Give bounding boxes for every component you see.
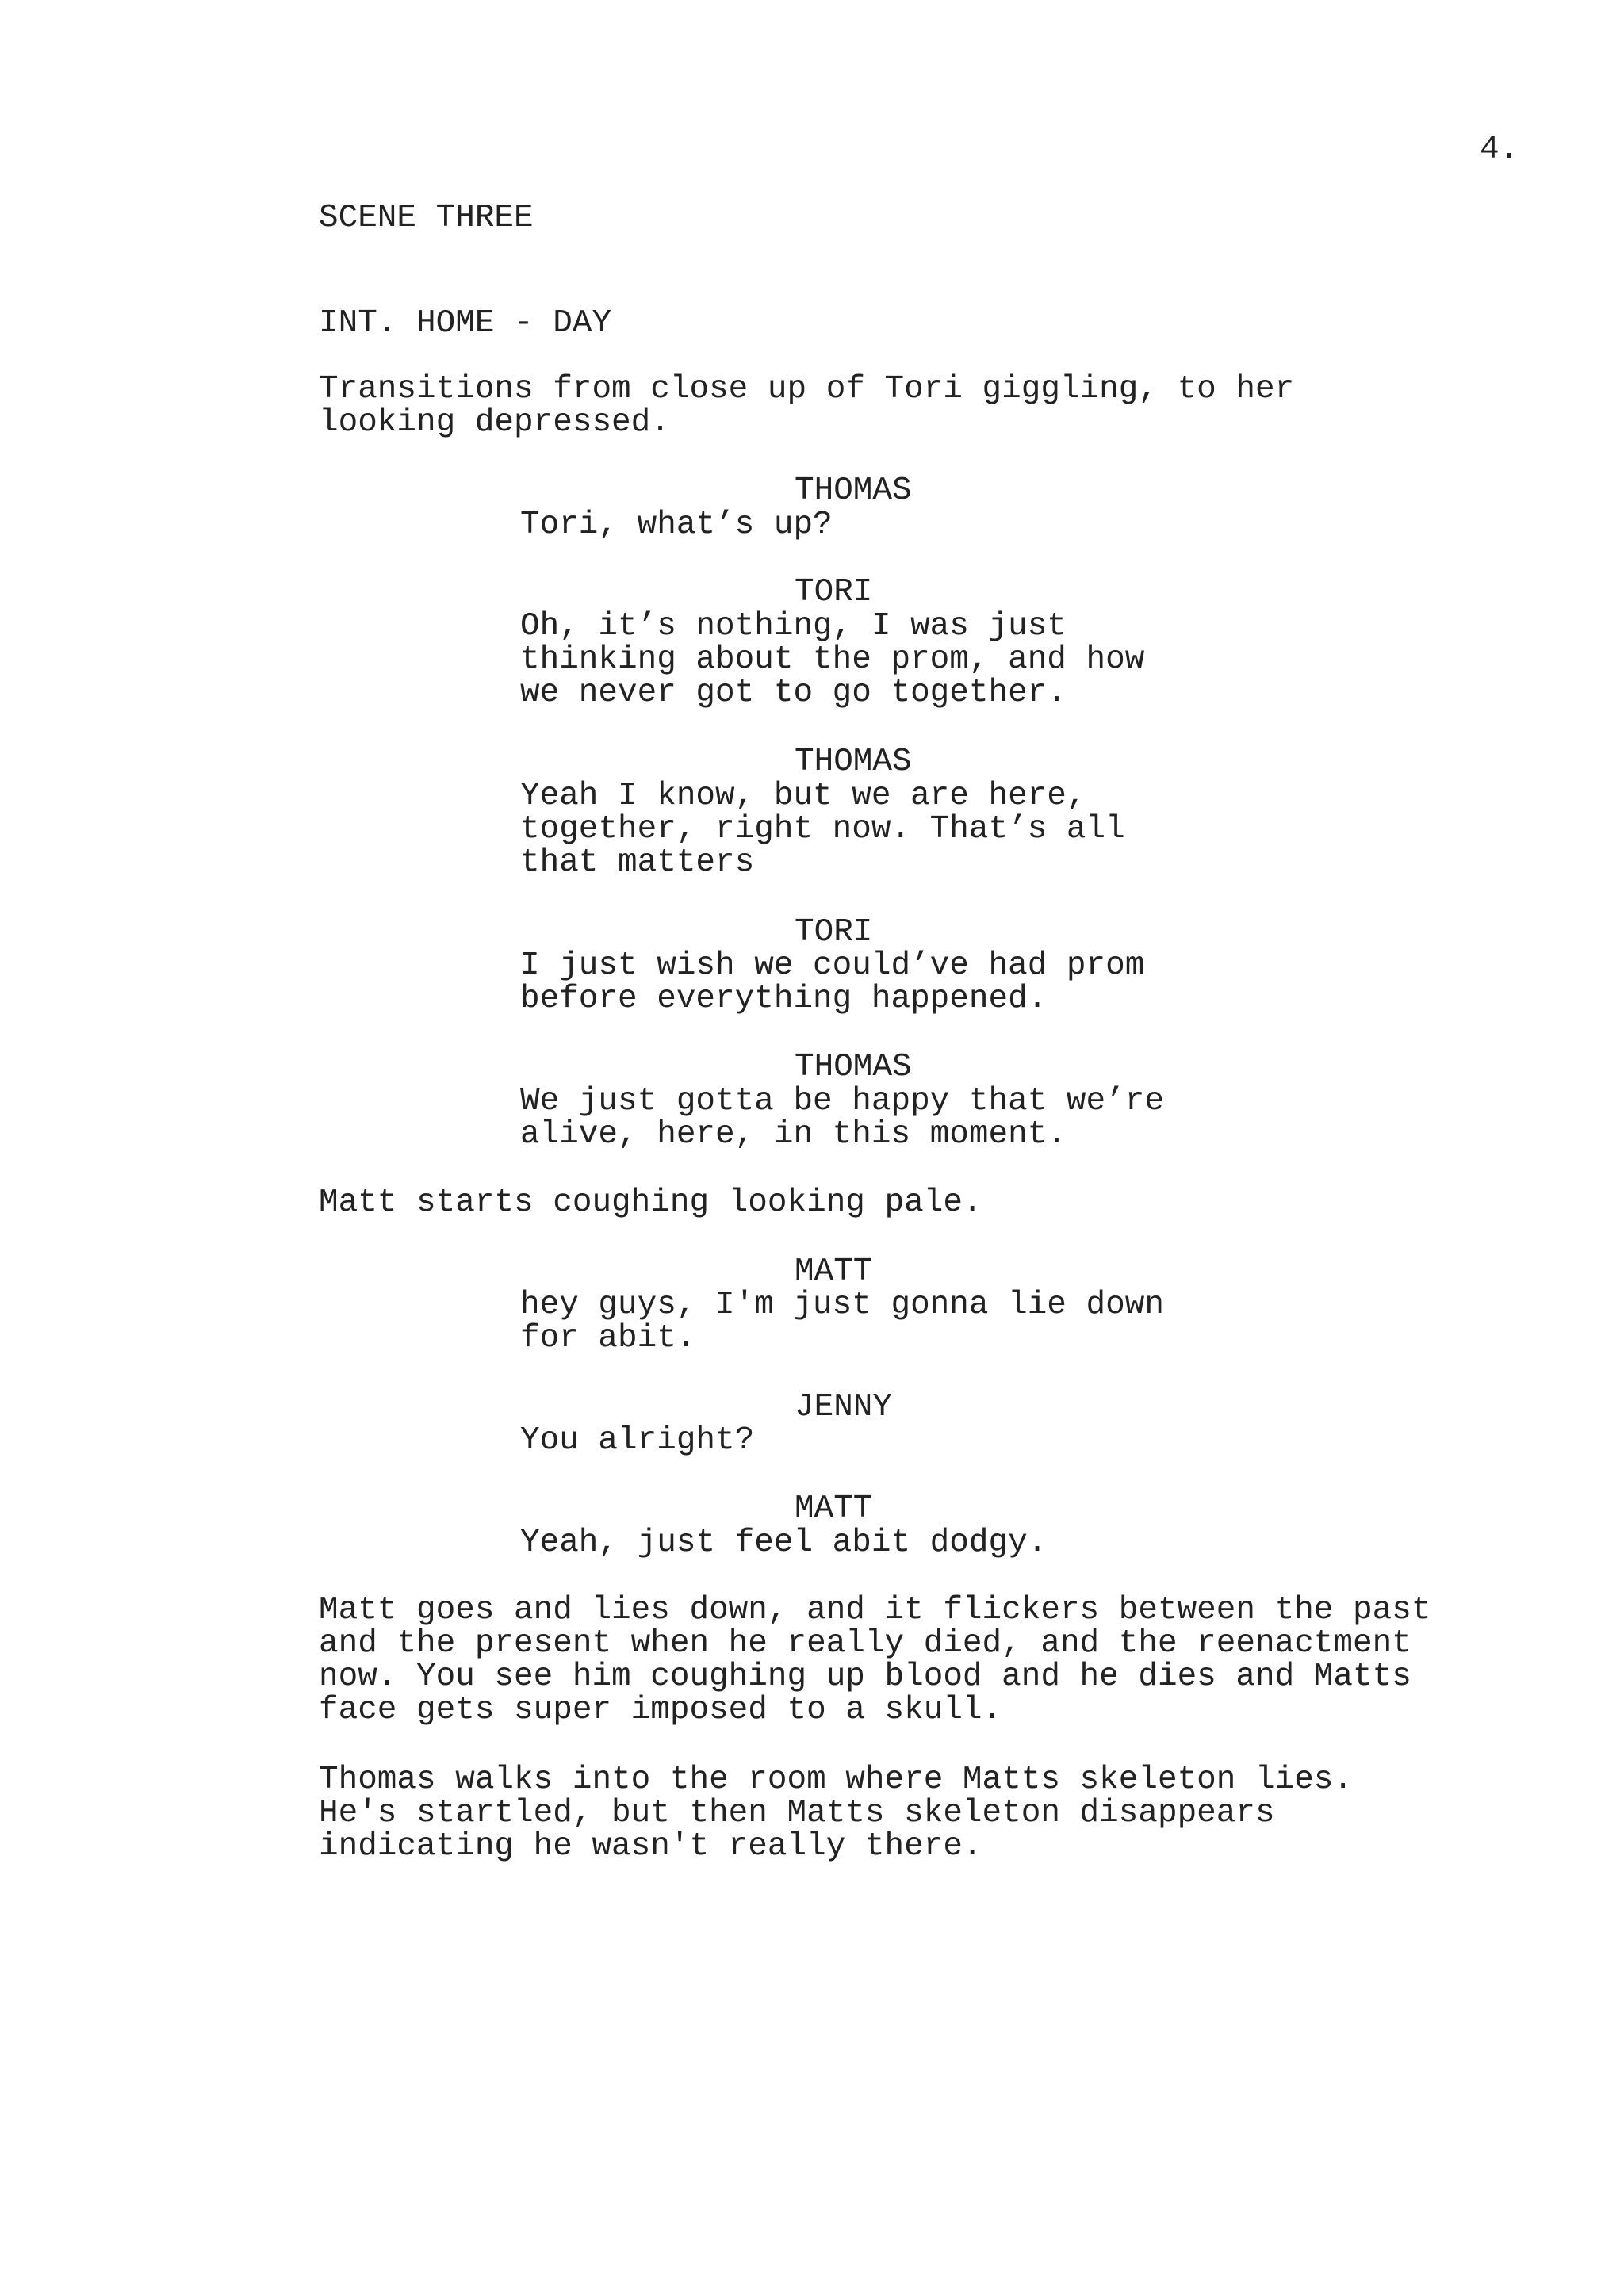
character-name: MATT bbox=[795, 1490, 873, 1527]
action-line: now. You see him coughing up blood and he dies and Matts bbox=[319, 1659, 1411, 1695]
dialogue-line: thinking about the prom, and how bbox=[520, 641, 1145, 678]
dialogue-line: we never got to go together. bbox=[520, 675, 1067, 711]
dialogue-line: I just wish we could’ve had prom bbox=[520, 947, 1145, 984]
action-line: and the present when he really died, and the reenactment bbox=[319, 1625, 1411, 1662]
dialogue-line: alive, here, in this moment. bbox=[520, 1116, 1067, 1153]
dialogue-line: that matters bbox=[520, 844, 755, 881]
scene-title: SCENE THREE bbox=[319, 200, 534, 236]
dialogue-line: You alright? bbox=[520, 1422, 755, 1459]
action-line: He's startled, but then Matts skeleton disappears bbox=[319, 1795, 1275, 1831]
page-number: 4. bbox=[1480, 132, 1519, 168]
scene-heading: INT. HOME - DAY bbox=[319, 305, 612, 342]
dialogue-line: Yeah I know, but we are here, bbox=[520, 778, 1086, 814]
dialogue-line: Tori, what’s up? bbox=[520, 507, 833, 543]
action-line: face gets super imposed to a skull. bbox=[319, 1692, 1002, 1728]
character-name: MATT bbox=[795, 1253, 873, 1290]
character-name: THOMAS bbox=[795, 473, 912, 509]
dialogue-line: Oh, it’s nothing, I was just bbox=[520, 608, 1067, 645]
action-line: Matt goes and lies down, and it flickers between the past bbox=[319, 1592, 1431, 1628]
action-line: Matt starts coughing looking pale. bbox=[319, 1184, 982, 1221]
dialogue-line: together, right now. That’s all bbox=[520, 811, 1125, 848]
dialogue-line: for abit. bbox=[520, 1320, 696, 1357]
dialogue-line: Yeah, just feel abit dodgy. bbox=[520, 1525, 1048, 1561]
dialogue-line: before everything happened. bbox=[520, 981, 1048, 1017]
character-name: TORI bbox=[795, 914, 873, 951]
action-line: Thomas walks into the room where Matts skeleton lies. bbox=[319, 1762, 1354, 1798]
dialogue-line: hey guys, I'm just gonna lie down bbox=[520, 1287, 1164, 1323]
action-line: indicating he wasn't really there. bbox=[319, 1828, 982, 1865]
character-name: JENNY bbox=[795, 1389, 893, 1425]
character-name: THOMAS bbox=[795, 744, 912, 780]
character-name: THOMAS bbox=[795, 1049, 912, 1085]
character-name: TORI bbox=[795, 574, 873, 610]
dialogue-line: We just gotta be happy that we’re bbox=[520, 1083, 1164, 1119]
action-line: Transitions from close up of Tori giggling, to her bbox=[319, 371, 1295, 408]
action-line: looking depressed. bbox=[319, 404, 670, 441]
